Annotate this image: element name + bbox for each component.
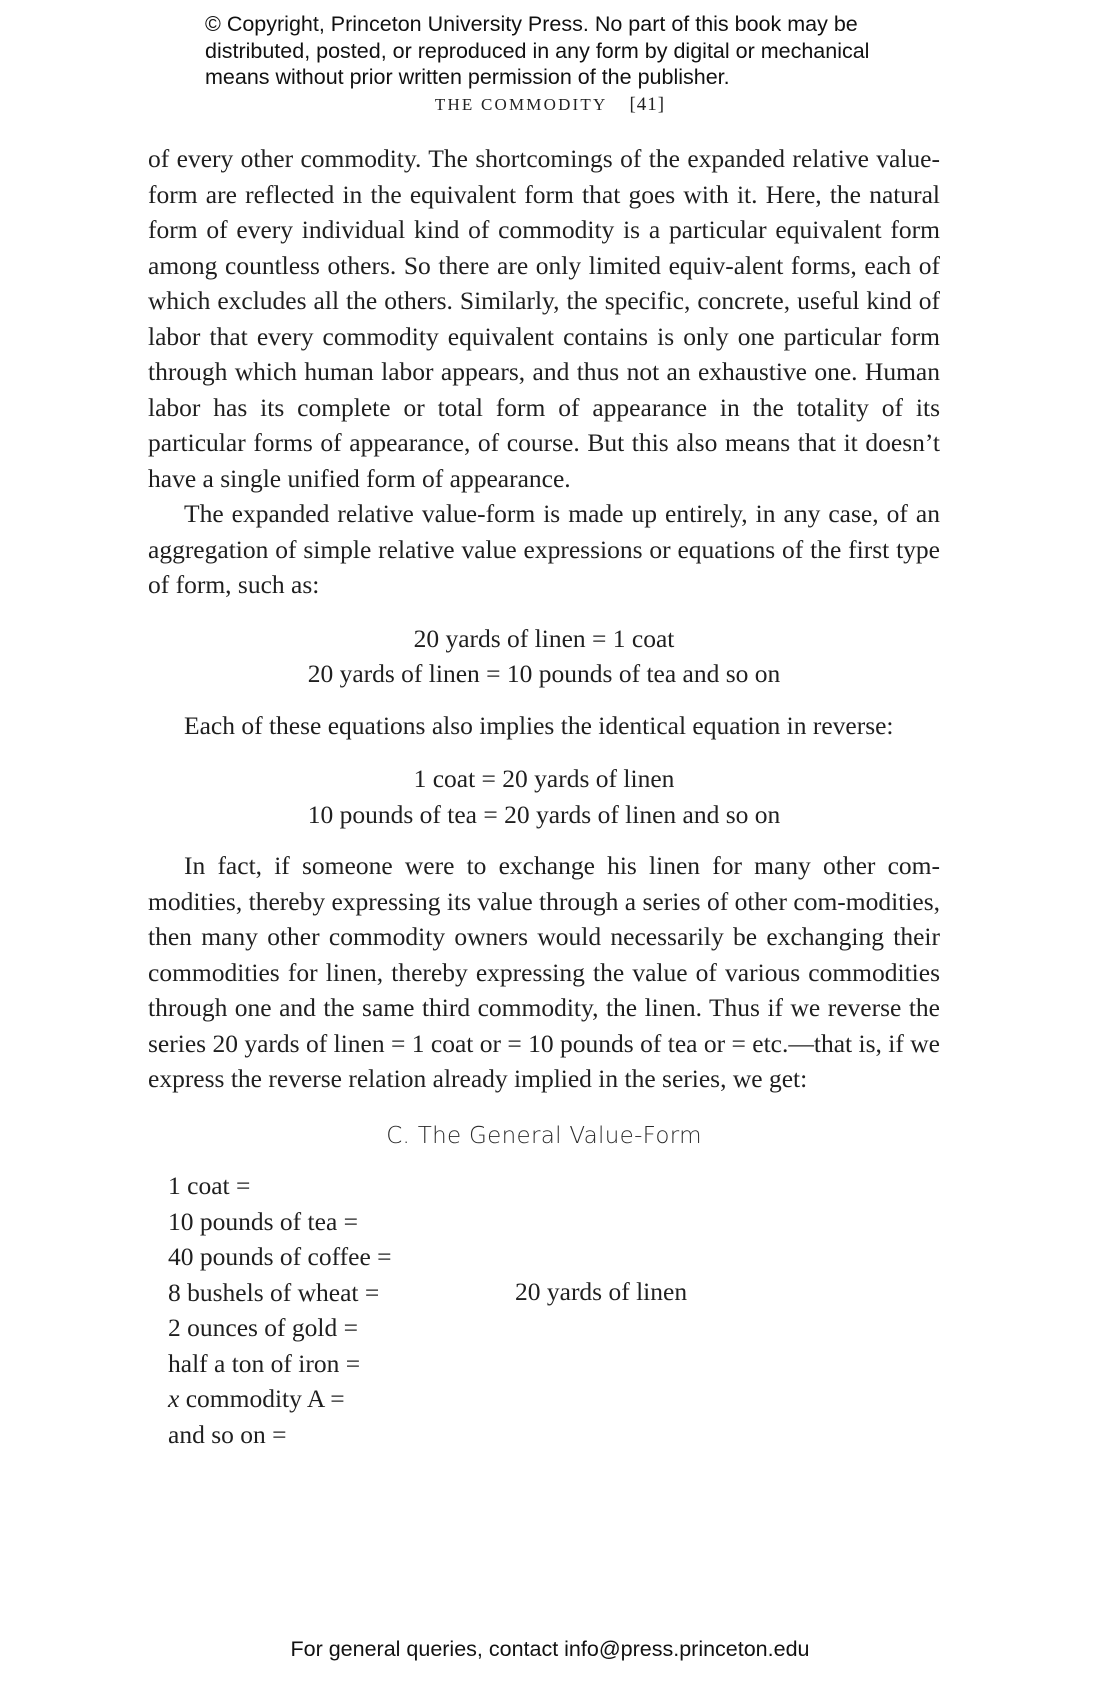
copyright-line-2: distributed, posted, or reproduced in any form by digital or mechanical bbox=[205, 38, 870, 63]
paragraph-3: Each of these equations also implies the identical equation in reverse: bbox=[184, 710, 894, 740]
equations-block-2 bbox=[148, 761, 940, 832]
general-value-form bbox=[148, 1168, 940, 1458]
relative-form-list bbox=[168, 1168, 392, 1452]
list-item: 10 pounds of tea = bbox=[168, 1206, 359, 1236]
commodity-a-label: commodity A = bbox=[179, 1384, 345, 1413]
copyright-line-3: means without prior written permission of the publisher. bbox=[205, 65, 730, 89]
general-equivalent: 20 yards of linen bbox=[515, 1277, 688, 1306]
list-item: and so on = bbox=[168, 1419, 287, 1449]
list-item: 2 ounces of gold = bbox=[168, 1313, 359, 1342]
paragraph-2: The expanded relative value-form is made up entirely, in any case, of an aggregation of simple relative value expressions or equations of the first type of form, such as: bbox=[148, 499, 940, 599]
footer-contact: For general queries, contact info@press.princeton.edu bbox=[290, 1637, 810, 1661]
paragraph-1: of every other commodity. The shortcomings of the expanded relative value-form are reflected in the equivalent form that goes with it. Here, the natural form of every individual kind of commodity is a particular equivalent form among countless others. So there are only limited equiv-alent forms, each of which excludes all the others. Similarly, the specific, concrete, useful kind of labor that every commodity equivalent contains is only one particular form through which human labor appears, and thus not an exhaustive one. Human labor has its complete or total form of appearance in the totality of its particular forms of appearance, of course. But this also means that it doesn’t have a single unified form of appearance. bbox=[148, 144, 940, 493]
copyright-line-1: © Copyright, Princeton University Press. No part of this book may be bbox=[205, 12, 858, 36]
section-heading: C. The General Value-Form bbox=[386, 1122, 702, 1149]
running-head bbox=[0, 94, 1100, 116]
list-item: 1 coat = bbox=[168, 1171, 251, 1200]
list-item: 40 pounds of coffee = bbox=[168, 1242, 392, 1271]
equation: 20 yards of linen = 1 coat bbox=[413, 623, 675, 653]
variable-x: x bbox=[168, 1384, 180, 1413]
equation: 10 pounds of tea = 20 yards of linen and so on bbox=[307, 799, 781, 829]
paragraph-4: In fact, if someone were to exchange his linen for many other com-modities, thereby expressing its value through a series of other com-modities, then many other commodity owners would necessarily be exchanging their commodities for linen, thereby expressing the value of various commodities through one and the same third commodity, the linen. Thus if we reverse the series 20 yards of linen = 1 coat or = 10 pounds of tea or = etc.—that is, if we express the reverse relation already implied in the series, we get: bbox=[148, 851, 940, 1093]
body-text bbox=[148, 141, 940, 1458]
list-item: 8 bushels of wheat = bbox=[168, 1277, 380, 1307]
equation: 1 coat = 20 yards of linen bbox=[413, 764, 675, 793]
running-head-title: THE COMMODITY bbox=[434, 95, 608, 114]
copyright-notice bbox=[205, 11, 925, 91]
equation: 20 yards of linen = 10 pounds of tea and so on bbox=[307, 659, 781, 688]
page-number: [41] bbox=[629, 94, 666, 115]
list-item bbox=[168, 1381, 392, 1417]
list-item: half a ton of iron = bbox=[168, 1348, 361, 1378]
equations-block-1 bbox=[148, 621, 940, 692]
